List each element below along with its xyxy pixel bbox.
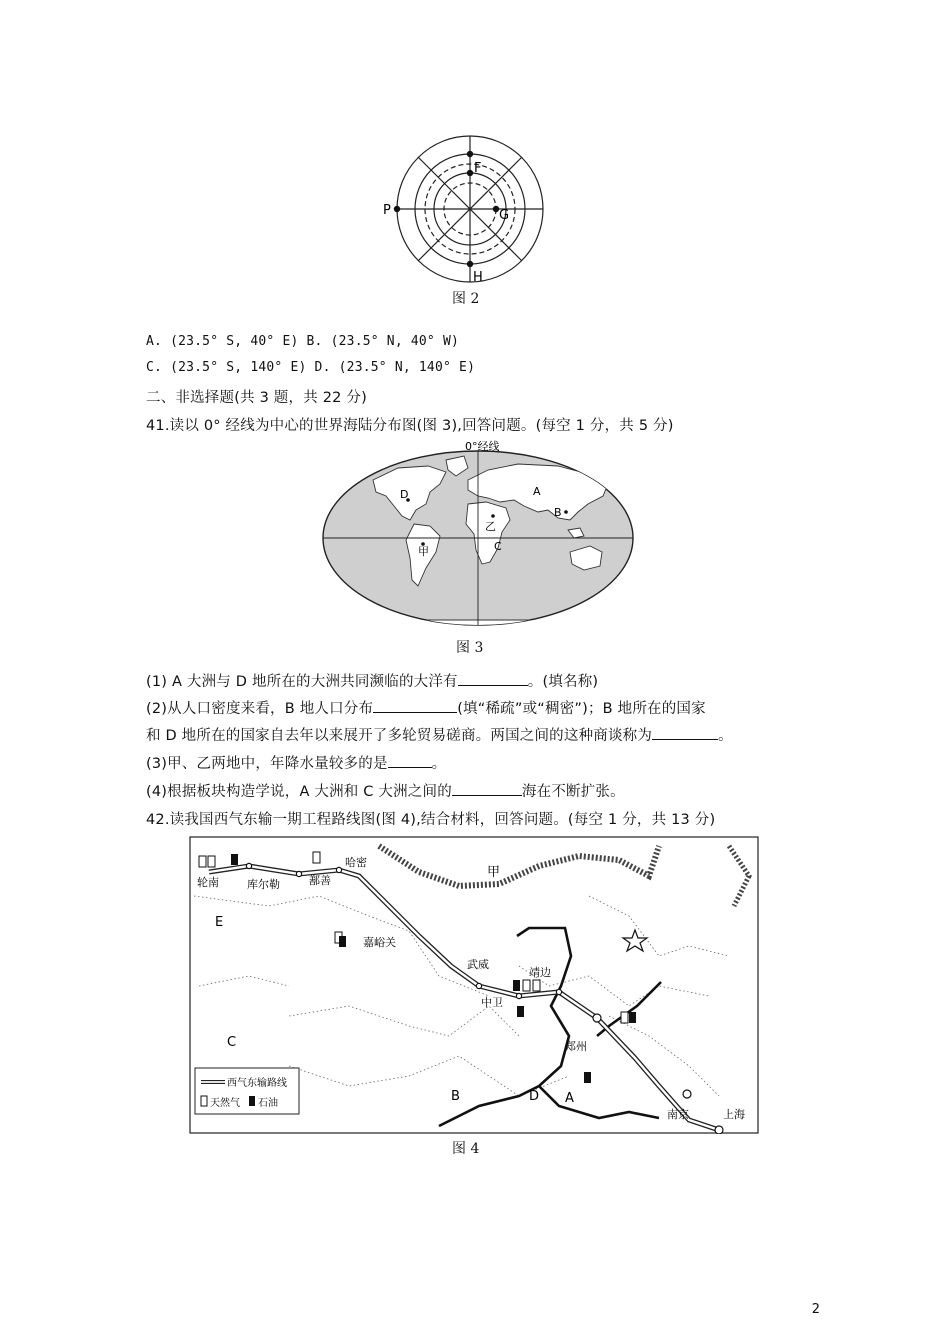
region-jia: 甲 xyxy=(487,865,501,880)
region-B: B xyxy=(451,1089,460,1104)
city-lunnan: 轮南 xyxy=(197,876,219,889)
label-G: G xyxy=(499,208,510,223)
figure-2-diagram xyxy=(378,135,558,310)
section-heading: 二、非选择题(共 3 题，共 22 分) xyxy=(146,390,367,406)
label-P: P xyxy=(383,203,391,218)
option-line-2: C. (23.5° S, 140° E) D. (23.5° N, 140° E) xyxy=(146,360,476,375)
answer-blank[interactable] xyxy=(458,673,528,686)
city-jiayuguan: 嘉峪关 xyxy=(363,936,396,949)
map-label-B: B xyxy=(554,506,562,519)
answer-blank[interactable] xyxy=(452,783,522,796)
answer-blank[interactable] xyxy=(388,755,432,768)
city-shanghai: 上海 xyxy=(723,1108,745,1121)
q41-part1: (1) A 大洲与 D 地所在的大洲共同濒临的大洋有 。(填名称) xyxy=(146,674,599,690)
region-E: E xyxy=(215,915,224,930)
option-line-1: A. (23.5° S, 40° E) B. (23.5° N, 40° W) xyxy=(146,334,460,349)
legend-gas: 天然气 xyxy=(210,1098,240,1109)
map-label-C: C xyxy=(494,540,502,553)
q41-part2: (2)从人口密度来看，B 地人口分布 (填“稀疏”或“稠密”)；B 地所在的国家 xyxy=(146,701,706,717)
figure-2-caption: 图 2 xyxy=(452,291,480,307)
city-shanshan: 鄯善 xyxy=(309,874,331,887)
map-label-D: D xyxy=(400,488,409,501)
city-hami: 哈密 xyxy=(345,856,367,869)
figure-2 xyxy=(378,135,558,310)
region-D: D xyxy=(529,1089,540,1104)
region-C: C xyxy=(227,1035,237,1050)
region-A: A xyxy=(565,1091,574,1106)
city-nanjing: 南京 xyxy=(667,1108,689,1121)
q41-part2-cont: 和 D 地所在的国家自去年以来展开了多轮贸易磋商。两国之间的这种商谈称为 。 xyxy=(146,728,733,744)
figure-3 xyxy=(318,440,636,648)
city-kuerle: 库尔勒 xyxy=(247,878,280,891)
city-zhongwei: 中卫 xyxy=(481,996,503,1009)
meridian-label: 0°经线 xyxy=(465,440,500,453)
city-zhengzhou: 郑州 xyxy=(565,1040,587,1053)
world-map xyxy=(318,440,636,648)
q41-part3: (3)甲、乙两地中，年降水量较多的是 。 xyxy=(146,756,447,772)
pipeline-map xyxy=(189,836,759,1134)
q41-part4: (4)根据板块构造学说，A 大洲和 C 大洲之间的 海在不断扩张。 xyxy=(146,784,625,800)
label-F: F xyxy=(474,161,482,176)
figure-4-caption: 图 4 xyxy=(452,1141,480,1157)
map-label-A: A xyxy=(533,485,541,498)
city-jingbian: 靖边 xyxy=(529,966,551,979)
city-wuwei: 武威 xyxy=(467,958,489,971)
answer-blank[interactable] xyxy=(373,700,457,713)
label-H: H xyxy=(473,270,483,285)
q41-stem: 41.读以 0° 经线为中心的世界海陆分布图(图 3),回答问题。(每空 1 分，共 5 分) xyxy=(146,418,674,434)
figure-4 xyxy=(189,836,759,1134)
legend-route: 西气东输路线 xyxy=(227,1078,287,1089)
map-legend xyxy=(195,1068,299,1114)
page-number: 2 xyxy=(811,1302,820,1317)
answer-blank[interactable] xyxy=(652,727,718,740)
legend-oil: 石油 xyxy=(258,1098,278,1109)
figure-3-caption: 图 3 xyxy=(456,640,484,656)
map-label-yi: 乙 xyxy=(485,520,496,533)
map-label-jia: 甲 xyxy=(418,545,429,558)
q42-stem: 42.读我国西气东输一期工程路线图(图 4),结合材料，回答问题。(每空 1 分，共 13 分) xyxy=(146,812,716,828)
